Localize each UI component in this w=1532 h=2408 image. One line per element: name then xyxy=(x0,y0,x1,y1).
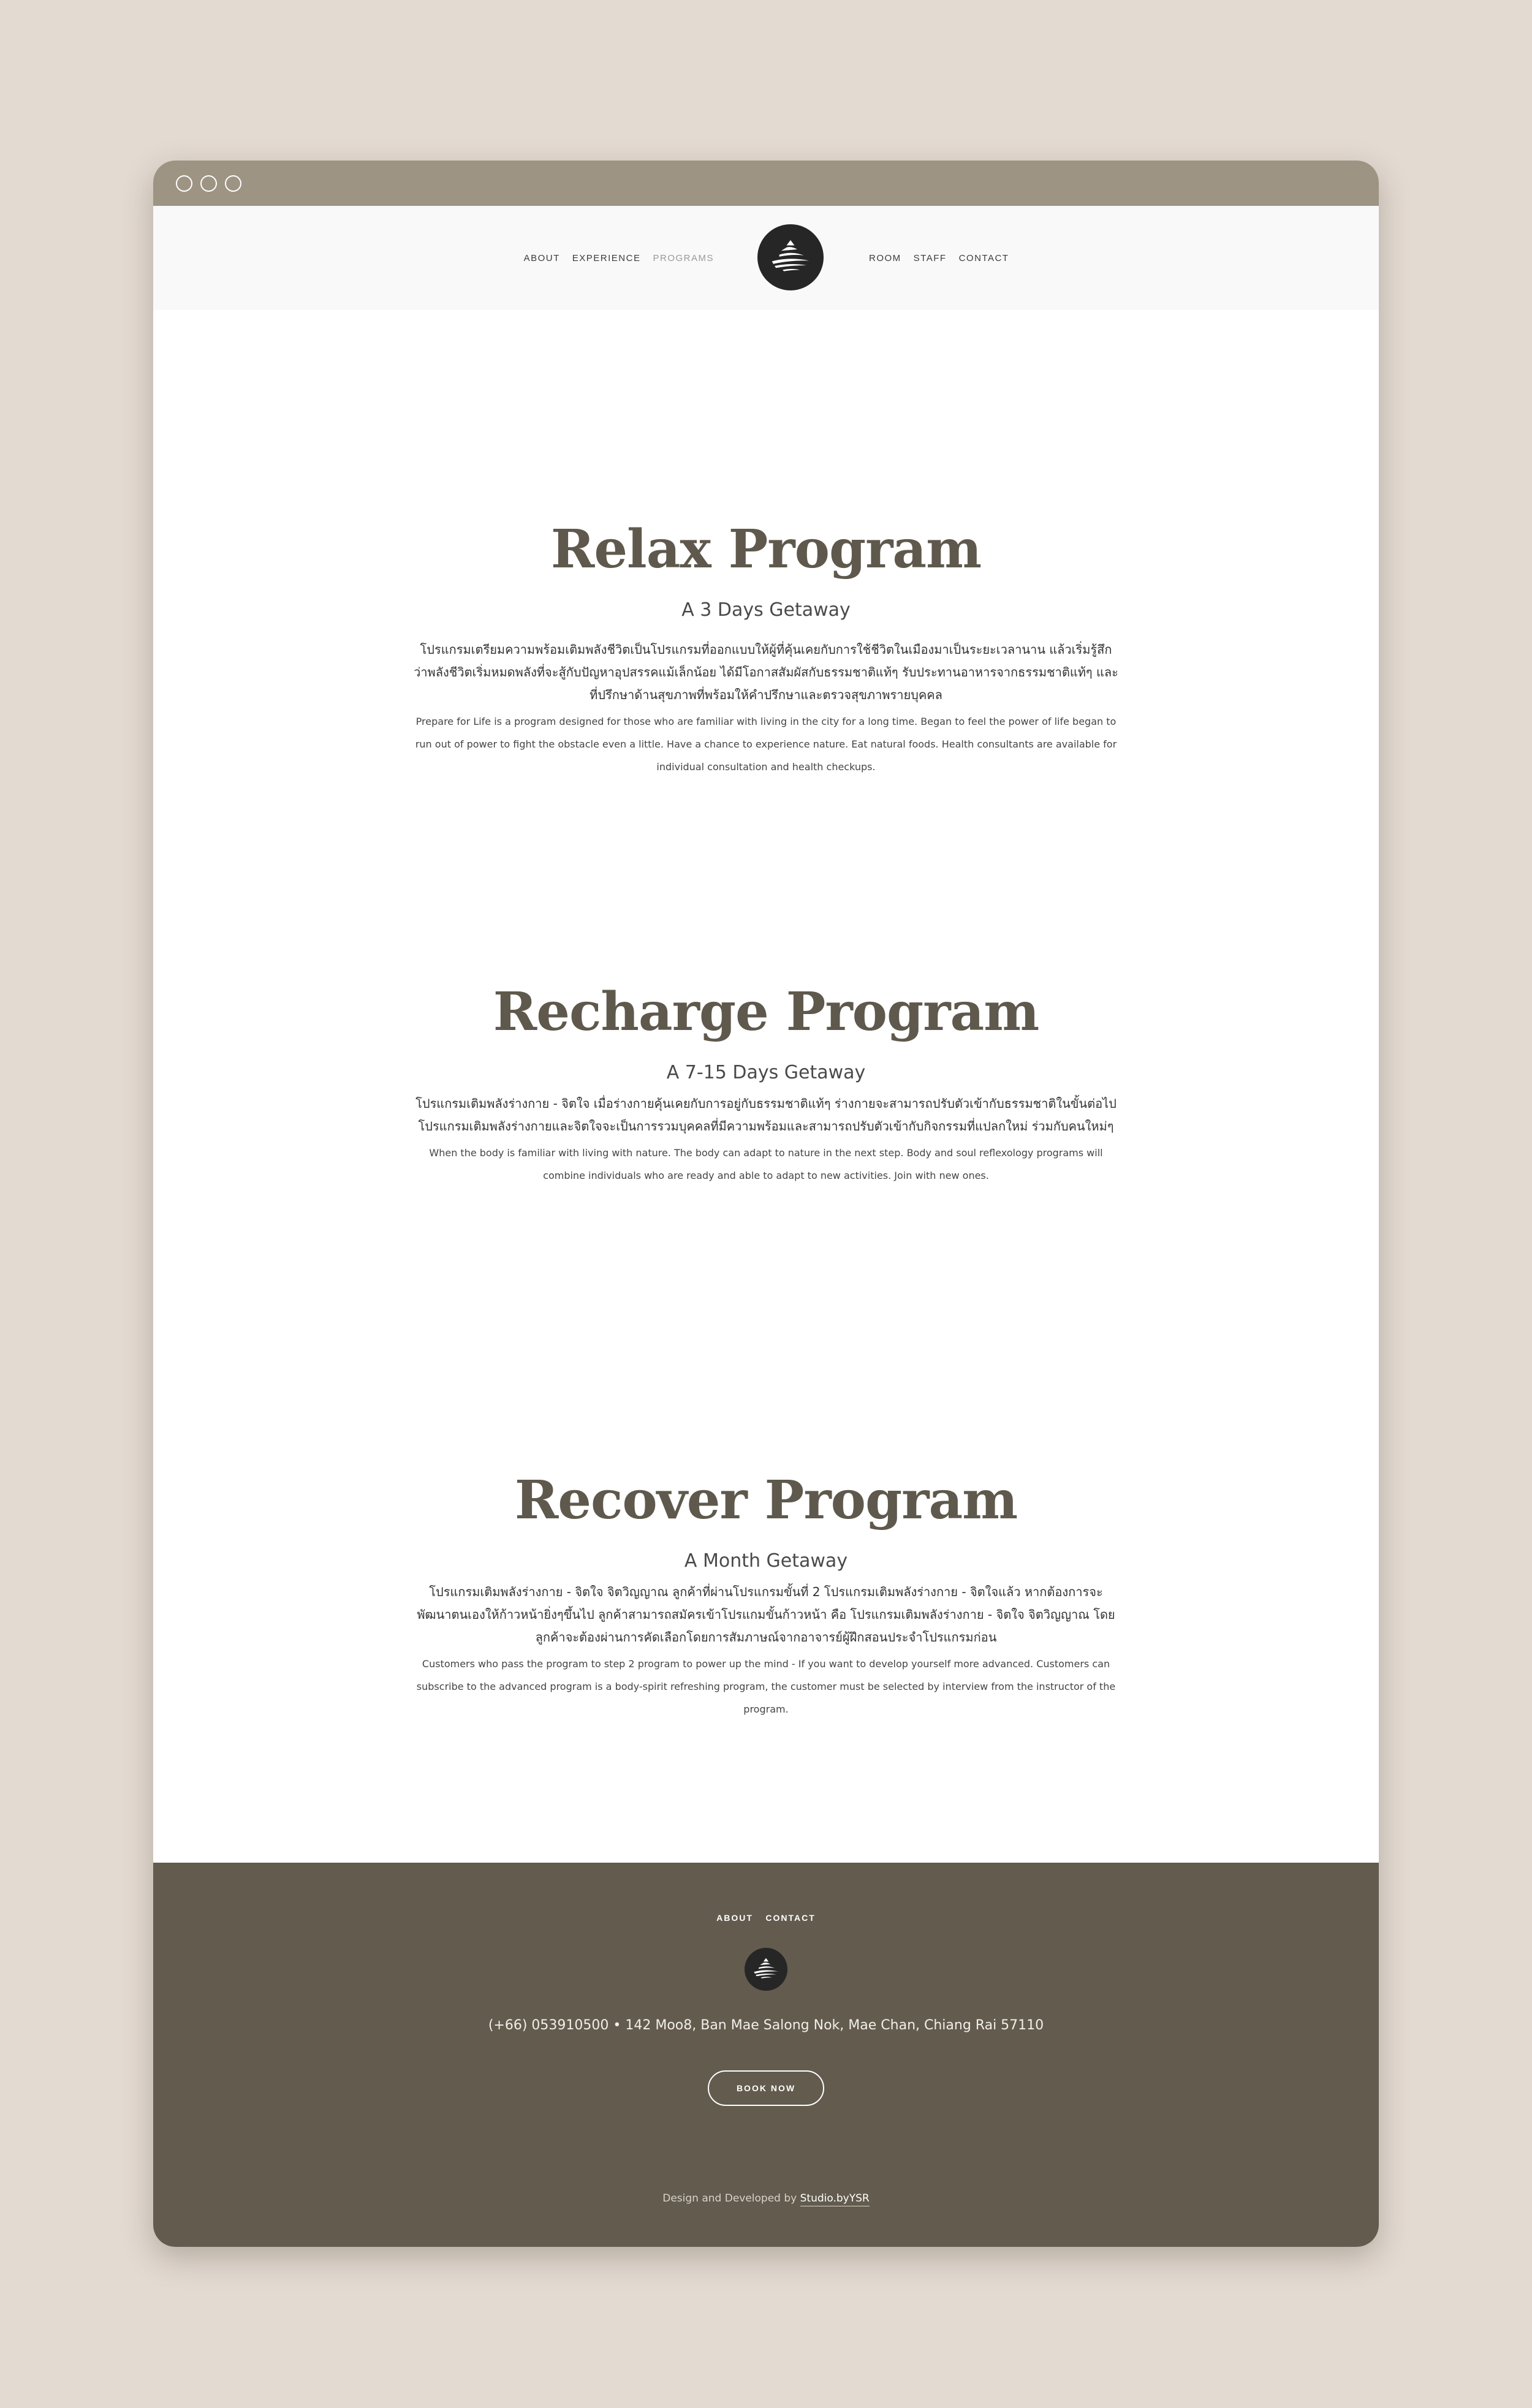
footer-credit xyxy=(153,2192,1379,2205)
nav-staff-link[interactable]: STAFF xyxy=(913,252,947,263)
program-subtitle: A 3 Days Getaway xyxy=(681,599,851,621)
recover-program-section xyxy=(153,1467,1379,1721)
window-titlebar xyxy=(153,161,1379,206)
footer-about-link[interactable]: ABOUT xyxy=(716,1913,753,1923)
relax-program-section xyxy=(153,516,1379,778)
nav-experience-link[interactable]: EXPERIENCE xyxy=(572,252,641,263)
nav-programs-link[interactable]: PROGRAMS xyxy=(653,252,714,263)
nav-room-link[interactable]: ROOM xyxy=(869,252,901,263)
program-description-english: Customers who pass the program to step 2 program to power up the mind - If you want to develop yourself more advanced. Customers can subscribe to the advanced program is a body-spirit refreshing program, the customer must be selected by interview from the instructor of the program. xyxy=(416,1658,1116,1715)
nav-contact-link[interactable]: CONTACT xyxy=(958,252,1009,263)
program-subtitle: A Month Getaway xyxy=(684,1550,848,1572)
credit-prefix: Design and Developed by xyxy=(662,2192,800,2205)
site-footer xyxy=(153,1863,1379,2247)
program-title: Recharge Program xyxy=(493,981,1039,1043)
program-description-english: Prepare for Life is a program designed for those who are familiar with living in the city for a long time. Began to feel the power of life began to run out of power to fight the obstacle even a little. Have a chance to experience nature. Eat natural foods. Health consultants are available for individual consultation and health checkups. xyxy=(415,716,1117,773)
program-description-english: When the body is familiar with living with nature. The body can adapt to nature in the next step. Body and soul reflexology programs will combine individuals who are ready and able to adapt to new activities. Join with new ones. xyxy=(429,1147,1103,1181)
program-subtitle: A 7-15 Days Getaway xyxy=(666,1062,866,1083)
program-title: Recover Program xyxy=(514,1469,1018,1531)
nav-about-link[interactable]: ABOUT xyxy=(523,252,560,263)
nav-right-group xyxy=(863,206,1015,310)
footer-nav xyxy=(153,1913,1379,1924)
window-maximize-dot[interactable] xyxy=(225,175,241,192)
book-now-button[interactable]: BOOK NOW xyxy=(708,2070,824,2106)
window-minimize-dot[interactable] xyxy=(200,175,217,192)
site-header xyxy=(153,206,1379,310)
program-description-thai: โปรแกรมเติมพลังร่างกาย - จิตใจ จิตวิญญาณ ลูกค้าที่ผ่านโปรแกรมขั้นที่ 2 โปรแกรมเติมพลังร่างกาย - จิตใจแล้ว หากต้องการจะพัฒนาตนเองให้ก้าวหน้ายิ่งๆขึ้นไป ลูกค้าสามารถสมัครเข้าโปรแกมขั้นก้าวหน้า คือ โปรแกรมเติมพลังร่างกาย - จิตใจ จิตวิญญาณ โดยลูกค้าจะต้องผ่านการคัดเลือกโดยการสัมภาษณ์จากอาจารย์ผู้ฝึกสอนประจำโปรแกรมก่อน xyxy=(417,1585,1115,1645)
mountain-logo-icon[interactable] xyxy=(757,224,824,290)
program-description-thai: โปรแกรมเติมพลังร่างกาย - จิตใจ เมื่อร่างกายคุ้นเคยกับการอยู่กับธรรมชาติแท้ๆ ร่างกายจะสามารถปรับตัวเข้ากับธรรมชาติในขั้นต่อไป โปรแกรมเติมพลังร่างกายและจิตใจจะเป็นการรวมบุคคลที่มีความพร้อมและสามารถปรับตัวเข้ากับกิจกรรมที่แปลกใหม่ ร่วมกับคนใหม่ๆ xyxy=(415,1096,1117,1134)
program-description-thai: โปรแกรมเตรียมความพร้อมเติมพลังชีวิตเป็นโปรแกรมที่ออกแบบให้ผู้ที่คุ้นเคยกับการใช้ชีวิตในเมืองมาเป็นระยะเวลานาน แล้วเริ่มรู้สึกว่าพลังชีวิตเริ่มหมดพลังที่จะสู้กับปัญหาอุปสรรคแม้เล็กน้อย ได้มีโอกาสสัมผัสกับธรรมชาติแท้ๆ รับประทานอาหารจากธรรมชาติแท้ๆ และที่ปรึกษาด้านสุขภาพที่พร้อมให้คำปรึกษาและตรวจสุขภาพรายบุคคล xyxy=(414,642,1118,702)
recharge-program-section xyxy=(153,979,1379,1187)
window-close-dot[interactable] xyxy=(176,175,192,192)
browser-window xyxy=(153,161,1379,2247)
nav-left-group xyxy=(518,206,720,310)
footer-contact-link[interactable]: CONTACT xyxy=(765,1913,816,1923)
mountain-logo-icon[interactable] xyxy=(745,1948,787,1991)
program-title: Relax Program xyxy=(550,518,982,580)
studio-credit-link[interactable]: Studio.byYSR xyxy=(800,2192,870,2206)
footer-address: (+66) 053910500 • 142 Moo8, Ban Mae Salong Nok, Mae Chan, Chiang Rai 57110 xyxy=(488,2018,1044,2033)
